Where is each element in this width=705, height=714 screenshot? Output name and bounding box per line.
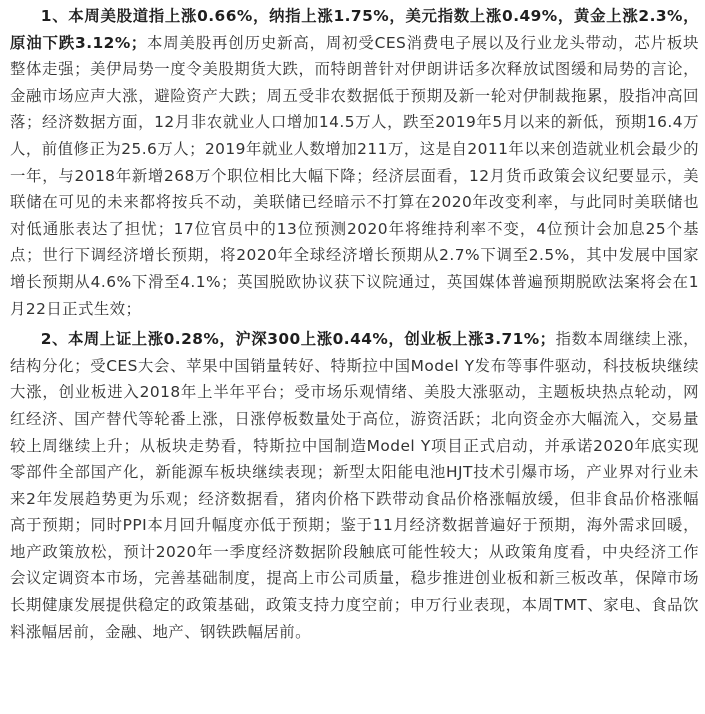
paragraph-text: 指数本周继续上涨，结构分化；受CES大会、苹果中国销量转好、特斯拉中国Model Y发布等事件驱动，科技板块继续大涨，创业板进入2018年上半年平台；受市场乐观情绪、美股大涨驱动，主题板块热点轮动，网红经济、国产替代等轮番上涨，日涨停板数量处于高位，游资活跃；北向资金亦大幅流入，交易量较上周继续上升；从板块走势看，特斯拉中国制造Model Y项目正式启动，并承诺2020年底实现零部件全部国产化，新能源车板块继续表现；新型太阳能电池HJT技术引爆市场，产业界对行业未来2年发展趋势更为乐观；经济数据看，猪肉价格下跌带动食品价格涨幅放缓，但非食品价格涨幅高于预期；同时PPI本月回升幅度亦低于预期；鉴于11月经济数据普遍好于预期，海外需求回暖，地产政策放松，预计2020年一季度经济数据阶段触底可能性较大；从政策角度看，中央经济工作会议定调资本市场，完善基础制度，提高上市公司质量，稳步推进创业板和新三板改革，保障市场长期健康发展提供稳定的政策基础，政策支持力度空前；申万行业表现，本周TMT、家电、食品饮料涨幅居前，金融、地产、钢铁跌幅居前。 (10, 330, 699, 641)
paragraph-a-share-market (10, 326, 699, 645)
paragraph-lead: 1、本周美股道指上涨0.66%，纳指上涨1.75%，美元指数上涨0.49%，黄金上涨2.3%，原油下跌3.12%； (10, 7, 699, 52)
paragraph-lead: 2、本周上证上涨0.28%，沪深300上涨0.44%，创业板上涨3.71%； (40, 330, 556, 349)
paragraph-us-market (10, 3, 699, 322)
paragraph-text: 本周美股再创历史新高，周初受CES消费电子展以及行业龙头带动，芯片板块整体走强；美伊局势一度令美股期货大跌，而特朗普针对伊朗讲话多次释放试图缓和局势的言论，金融市场应声大涨，避险资产大跌；周五受非农数据低于预期及新一轮对伊制裁拖累，股指冲高回落；经济数据方面，12月非农就业人口增加14.5万人，跌至2019年5月以来的新低，预期16.4万人，前值修正为25.6万人；2019年就业人数增加211万，这是自2011年以来创造就业机会最少的一年，与2018年新增268万个职位相比大幅下降；经济层面看，12月货币政策会议纪要显示，美联储在可见的未来都将按兵不动，美联储已经暗示不打算在2020年改变利率，与此同时美联储也对低通胀表达了担忧；17位官员中的13位预测2020年将维持利率不变，4位预计会加息25个基点；世行下调经济增长预期，将2020年全球经济增长预期从2.7%下调至2.5%，其中发展中国家增长预期从4.6%下滑至4.1%；英国脱欧协议获下议院通过，英国媒体普遍预期脱欧法案将会在1月22日正式生效； (10, 33, 699, 318)
